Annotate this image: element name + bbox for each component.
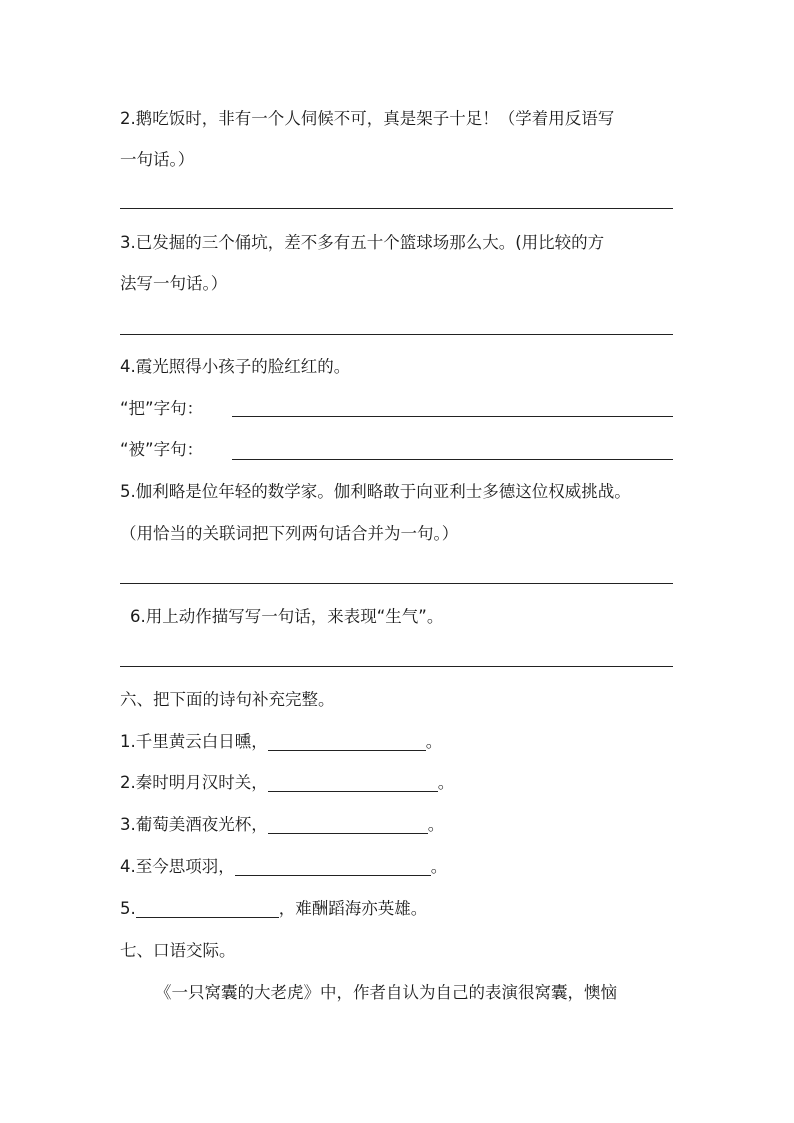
poem-item-4-prefix: 4.至今思项羽， xyxy=(120,857,235,876)
q5-answer-line[interactable] xyxy=(120,583,673,584)
q3-line2: 法写一句话。） xyxy=(120,274,228,293)
q2-line1: 2.鹅吃饭时，非有一个人伺候不可，真是架子十足！（学着用反语写 xyxy=(120,109,615,128)
poem-item-1-blank[interactable] xyxy=(268,732,426,751)
section7-paragraph: 《一只窝囊的大老虎》中，作者自认为自己的表演很窝囊，懊恼 xyxy=(155,983,617,1002)
section7-heading: 七、口语交际。 xyxy=(120,941,236,960)
poem-item-3-suffix: 。 xyxy=(427,815,445,834)
poem-item-2-prefix: 2.秦时明月汉时关， xyxy=(120,773,268,792)
poem-item-5-prefix: 5. xyxy=(120,899,136,918)
q2-line2: 一句话。） xyxy=(120,150,195,169)
q5-line2: （用恰当的关联词把下列两句话合并为一句。） xyxy=(120,524,459,543)
q5-line1: 5.伽利略是位年轻的数学家。伽利略敢于向亚利士多德这位权威挑战。 xyxy=(120,482,631,501)
q4-bei-label: “被”字句： xyxy=(120,440,204,459)
poem-item-1-suffix: 。 xyxy=(425,732,443,751)
poem-item-5 xyxy=(120,898,427,920)
q2-answer-line[interactable] xyxy=(120,208,673,209)
q4-line1: 4.霞光照得小孩子的脸红红的。 xyxy=(120,357,351,376)
poem-item-2-suffix: 。 xyxy=(437,773,455,792)
poem-item-3-prefix: 3.葡萄美酒夜光杯， xyxy=(120,815,268,834)
poem-item-5-suffix: ，难酬蹈海亦英雄。 xyxy=(278,899,428,918)
poem-item-3 xyxy=(120,814,444,836)
poem-item-4-suffix: 。 xyxy=(430,857,448,876)
poem-item-2-blank[interactable] xyxy=(268,773,438,792)
q3-answer-line[interactable] xyxy=(120,334,673,335)
poem-item-4 xyxy=(120,856,447,878)
q6-answer-line[interactable] xyxy=(120,666,673,667)
poem-item-2 xyxy=(120,772,454,794)
q4-ba-label: “把”字句： xyxy=(120,399,204,418)
poem-item-3-blank[interactable] xyxy=(268,815,428,834)
q6-line1: 6.用上动作描写写一句话，来表现“生气”。 xyxy=(130,607,444,626)
poem-item-4-blank[interactable] xyxy=(235,857,431,876)
poem-item-5-blank[interactable] xyxy=(136,899,279,918)
q3-line1: 3.已发掘的三个俑坑，差不多有五十个篮球场那么大。(用比较的方 xyxy=(120,233,605,252)
q4-bei-answer-line[interactable] xyxy=(232,459,673,460)
section6-heading: 六、把下面的诗句补充完整。 xyxy=(120,690,335,709)
q4-ba-answer-line[interactable] xyxy=(232,416,673,417)
poem-item-1-prefix: 1.千里黄云白日曛， xyxy=(120,732,268,751)
poem-item-1 xyxy=(120,731,442,753)
